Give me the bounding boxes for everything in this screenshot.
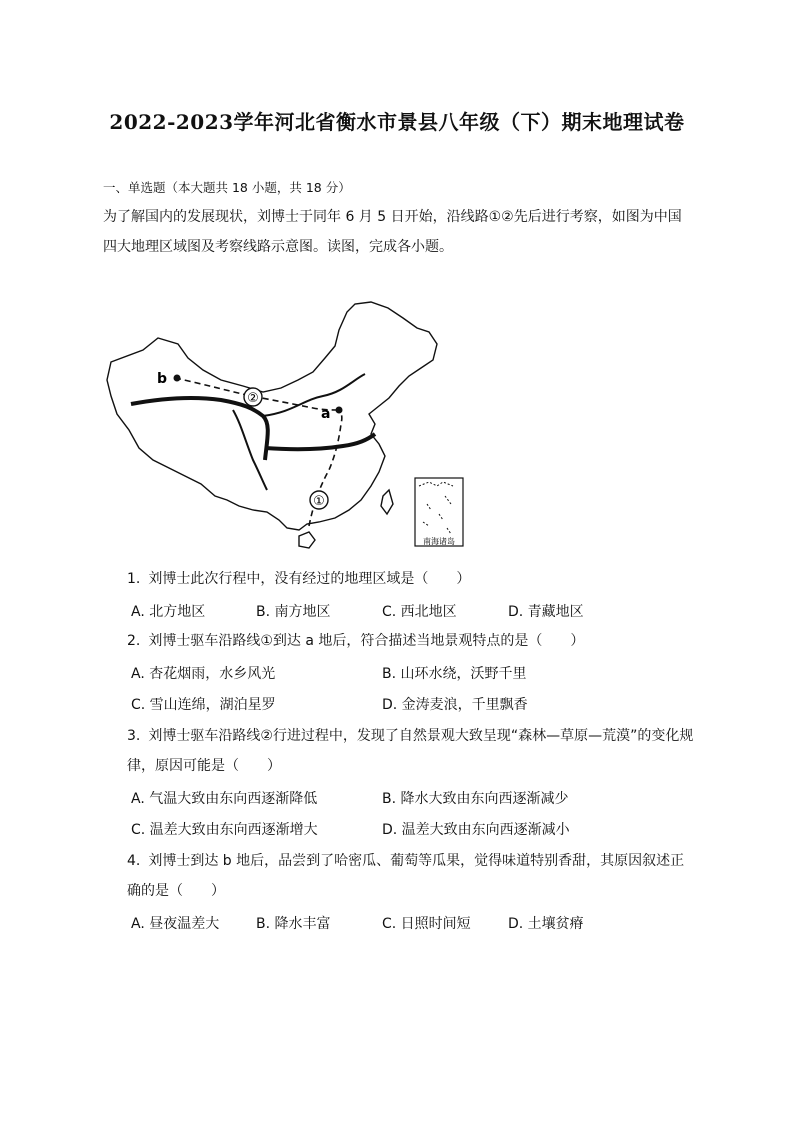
q3-option-d[interactable]: D. 温差大致由东向西逐渐减小 — [382, 822, 570, 838]
q4-option-c[interactable]: C. 日照时间短 — [382, 916, 471, 932]
q1-option-d[interactable]: D. 青藏地区 — [508, 604, 584, 620]
label-b: b — [157, 371, 168, 387]
route-1-label: ① — [313, 494, 325, 509]
question-4: 4. 刘博士到达 b 地后，品尝到了哈密瓜、葡萄等瓜果，觉得味道特别香甜，其原因叙述正确的是（ ） — [127, 853, 685, 899]
exam-title: 2022-2023学年河北省衡水市景县八年级（下）期末地理试卷 — [109, 110, 685, 134]
q3-option-a[interactable]: A. 气温大致由东向西逐渐降低 — [131, 791, 318, 807]
south-china-sea-inset — [415, 478, 463, 546]
section-heading: 一、单选题（本大题共 18 小题，共 18 分） — [103, 180, 351, 195]
northwest-boundary — [131, 398, 268, 460]
question-3: 3. 刘博士驱车沿路线②行进过程中，发现了自然景观大致呈现“森林—草原—荒漠”的变化规律，原因可能是（ ） — [127, 728, 694, 774]
inner-boundary — [263, 374, 365, 416]
hainan-island — [299, 532, 315, 548]
question-1: 1. 刘博士此次行程中，没有经过的地理区域是（ ） — [127, 571, 471, 587]
q4-option-d[interactable]: D. 土壤贫瘠 — [508, 916, 584, 932]
route-2-label: ② — [247, 391, 259, 406]
point-a-marker — [336, 407, 343, 414]
china-regions-map — [103, 300, 465, 552]
inset-label: 南海诸岛 — [423, 537, 455, 546]
qinling-huaihe-line — [265, 434, 375, 449]
taiwan-island — [381, 490, 393, 514]
q2-option-a[interactable]: A. 杏花烟雨，水乡风光 — [131, 666, 276, 682]
intro-paragraph: 为了解国内的发展现状，刘博士于同年 6 月 5 日开始，沿线路①②先后进行考察，如图为中国四大地理区域图及考察线路示意图。读图，完成各小题。 — [103, 209, 682, 255]
q1-option-a[interactable]: A. 北方地区 — [131, 604, 206, 620]
q1-option-c[interactable]: C. 西北地区 — [382, 604, 457, 620]
point-b-marker — [174, 375, 181, 382]
q1-option-b[interactable]: B. 南方地区 — [256, 604, 331, 620]
q3-option-c[interactable]: C. 温差大致由东向西逐渐增大 — [131, 822, 318, 838]
q2-option-b[interactable]: B. 山环水绕，沃野千里 — [382, 666, 527, 682]
q2-option-c[interactable]: C. 雪山连绵，湖泊星罗 — [131, 697, 276, 713]
q4-option-a[interactable]: A. 昼夜温差大 — [131, 916, 220, 932]
china-outline — [107, 302, 437, 530]
q2-option-d[interactable]: D. 金涛麦浪，千里飘香 — [382, 697, 528, 713]
label-a: a — [321, 406, 331, 422]
q3-option-b[interactable]: B. 降水大致由东向西逐渐减少 — [382, 791, 569, 807]
qinghai-tibet-boundary — [233, 410, 267, 490]
question-2: 2. 刘博士驱车沿路线①到达 a 地后，符合描述当地景观特点的是（ ） — [127, 633, 585, 649]
q4-option-b[interactable]: B. 降水丰富 — [256, 916, 331, 932]
